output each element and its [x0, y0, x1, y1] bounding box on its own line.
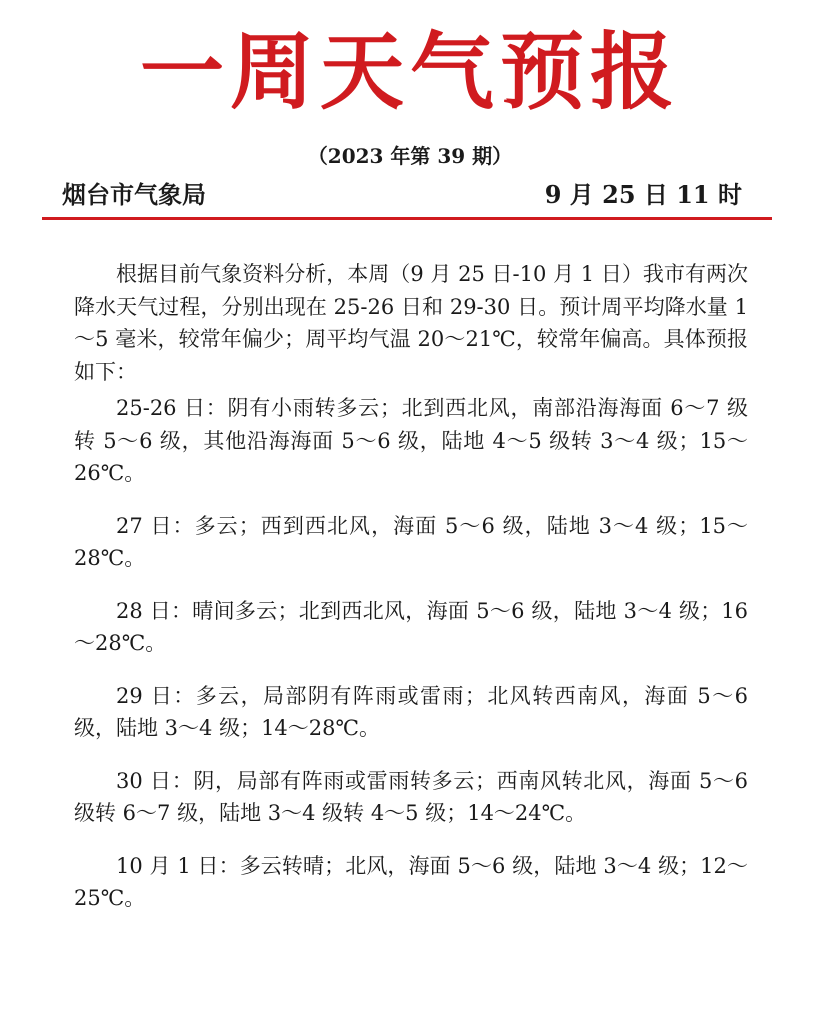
forecast-day: 30 日：阴，局部有阵雨或雷雨转多云；西南风转北风，海面 5～6 级转 6～7 级，陆地 3～4 级转 4～5 级；14～24℃。: [74, 768, 748, 825]
issue-datetime: 9 月 25 日 11 时: [544, 180, 742, 209]
issuer-row: [62, 176, 742, 214]
header-divider: [42, 217, 772, 220]
issuing-organization: 烟台市气象局: [62, 180, 206, 209]
forecast-intro: 根据目前气象资料分析，本周（9 月 25 日-10 月 1 日）我市有两次降水天气过程，分别出现在 25-26 日和 29-30 日。预计周平均降水量 1～5 毫米，较常年偏少；周平均气温 20～21℃，较常年偏高。具体预报如下：: [74, 262, 748, 384]
forecast-day: 27 日：多云；西到西北风，海面 5～6 级，陆地 3～4 级；15～28℃。: [74, 513, 748, 570]
issue-number: （2023 年第 39 期）: [307, 144, 513, 168]
forecast-day: 25-26 日：阴有小雨转多云；北到西北风，南部沿海海面 6～7 级转 5～6 级，其他沿海海面 5～6 级，陆地 4～5 级转 3～4 级；15～26℃。: [74, 396, 748, 485]
forecast-body: [74, 258, 748, 935]
forecast-day: 10 月 1 日：多云转晴；北风，海面 5～6 级，陆地 3～4 级；12～25℃。: [74, 853, 748, 910]
forecast-day: 29 日：多云，局部阴有阵雨或雷雨；北风转西南风，海面 5～6 级，陆地 3～4 级；14～28℃。: [74, 683, 748, 740]
page-title: 一周天气预报: [139, 22, 680, 121]
forecast-day: 28 日：晴间多云；北到西北风，海面 5～6 级，陆地 3～4 级；16～28℃。: [74, 598, 748, 655]
